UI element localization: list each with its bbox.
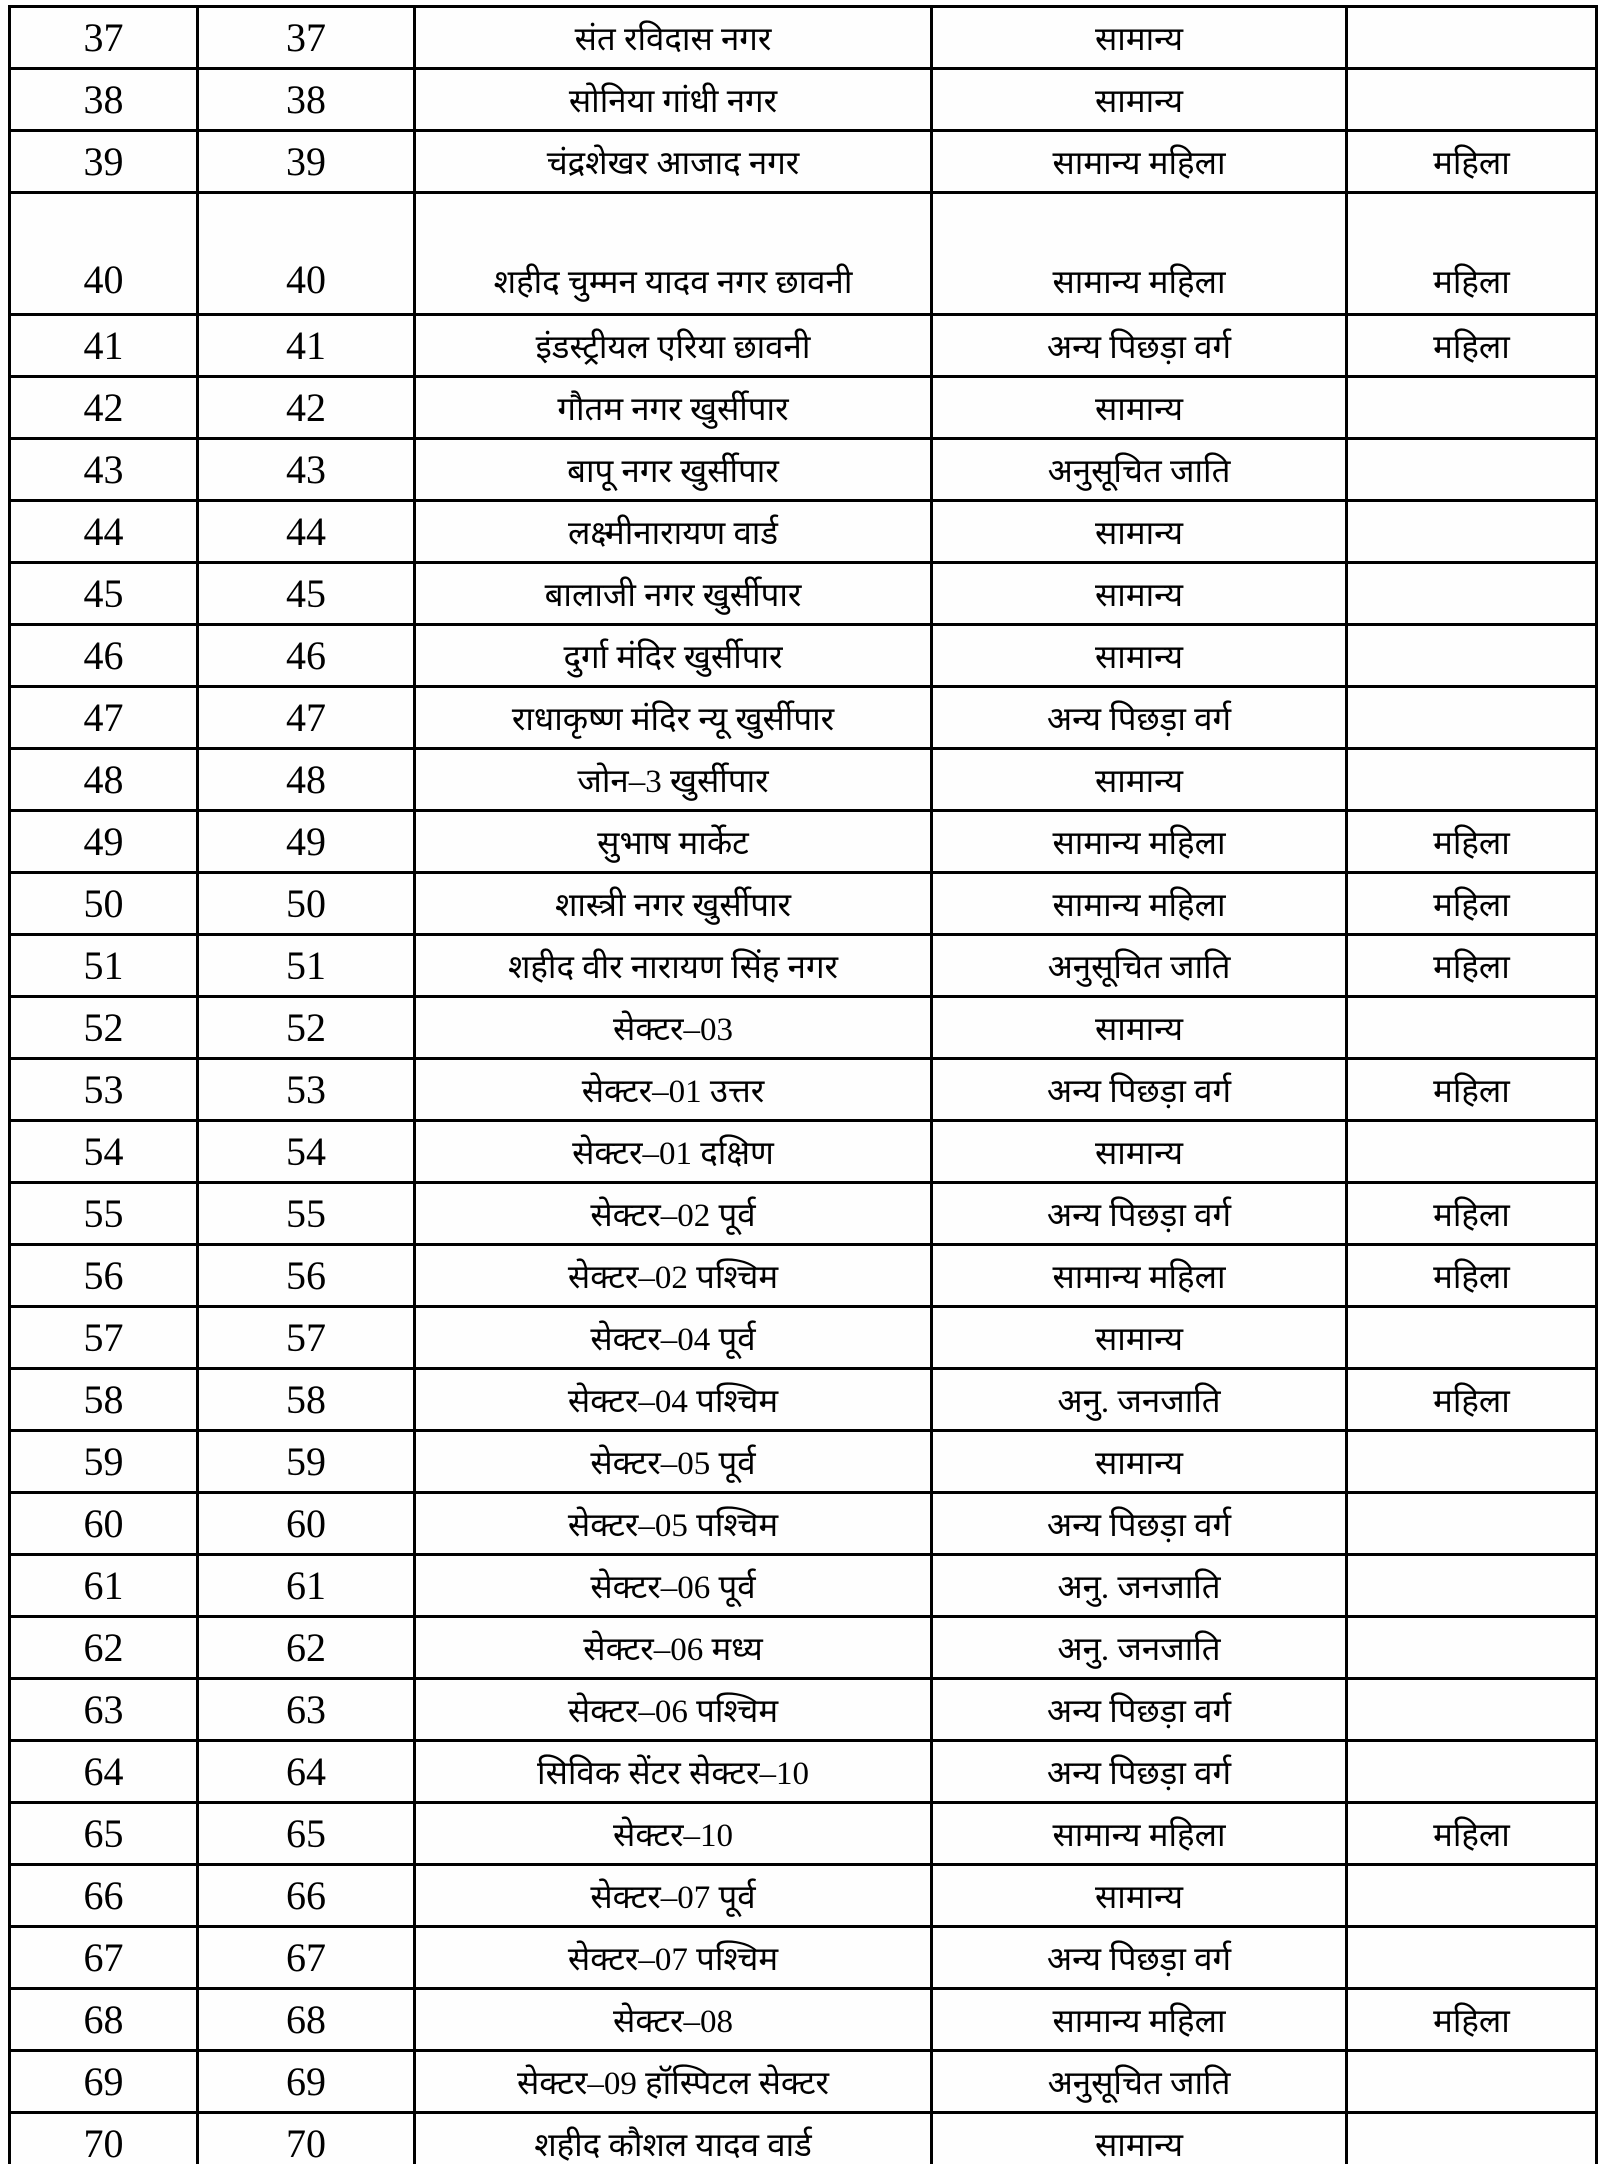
ward-name-cell: सेक्टर–09 हॉस्पिटल सेक्टर <box>415 2051 932 2113</box>
category-cell: अन्य पिछड़ा वर्ग <box>932 1183 1347 1245</box>
reservation-cell <box>1347 625 1597 687</box>
reservation-cell <box>1347 69 1597 131</box>
ward-name-cell: सेक्टर–06 पूर्व <box>415 1555 932 1617</box>
ward-number-cell: 55 <box>198 1183 415 1245</box>
serial-cell: 54 <box>10 1121 198 1183</box>
ward-number-cell: 50 <box>198 873 415 935</box>
ward-name-cell: सेक्टर–07 पूर्व <box>415 1865 932 1927</box>
table-row <box>10 1431 1597 1493</box>
serial-cell: 57 <box>10 1307 198 1369</box>
reservation-cell <box>1347 439 1597 501</box>
category-cell: सामान्य महिला <box>932 1989 1347 2051</box>
table-row <box>10 687 1597 749</box>
category-cell: सामान्य महिला <box>932 1803 1347 1865</box>
reservation-cell <box>1347 1679 1597 1741</box>
serial-cell: 48 <box>10 749 198 811</box>
serial-cell: 60 <box>10 1493 198 1555</box>
ward-name-cell: सेक्टर–02 पश्चिम <box>415 1245 932 1307</box>
category-cell: अन्य पिछड़ा वर्ग <box>932 315 1347 377</box>
ward-number-cell: 37 <box>198 7 415 69</box>
reservation-cell: महिला <box>1347 873 1597 935</box>
table-row <box>10 563 1597 625</box>
table-row <box>10 377 1597 439</box>
table-row <box>10 625 1597 687</box>
ward-name-cell: सेक्टर–03 <box>415 997 932 1059</box>
reservation-cell: महिला <box>1347 193 1597 315</box>
reservation-cell <box>1347 1431 1597 1493</box>
reservation-cell: महिला <box>1347 131 1597 193</box>
reservation-cell: महिला <box>1347 935 1597 997</box>
ward-name-cell: सेक्टर–04 पूर्व <box>415 1307 932 1369</box>
serial-cell: 47 <box>10 687 198 749</box>
reservation-cell: महिला <box>1347 315 1597 377</box>
ward-name-cell: शहीद वीर नारायण सिंह नगर <box>415 935 932 997</box>
serial-cell: 70 <box>10 2113 198 2164</box>
ward-name-cell: दुर्गा मंदिर खुर्सीपार <box>415 625 932 687</box>
table-row <box>10 1803 1597 1865</box>
ward-number-cell: 70 <box>198 2113 415 2164</box>
ward-name-cell: शास्त्री नगर खुर्सीपार <box>415 873 932 935</box>
ward-number-cell: 65 <box>198 1803 415 1865</box>
reservation-cell: महिला <box>1347 811 1597 873</box>
serial-cell: 61 <box>10 1555 198 1617</box>
reservation-cell <box>1347 2051 1597 2113</box>
ward-number-cell: 45 <box>198 563 415 625</box>
table-row <box>10 2051 1597 2113</box>
serial-cell: 40 <box>10 193 198 315</box>
table-row <box>10 1493 1597 1555</box>
ward-name-cell: इंडस्ट्रीयल एरिया छावनी <box>415 315 932 377</box>
ward-number-cell: 53 <box>198 1059 415 1121</box>
reservation-cell <box>1347 1307 1597 1369</box>
table-row <box>10 131 1597 193</box>
category-cell: सामान्य महिला <box>932 193 1347 315</box>
reservation-cell <box>1347 501 1597 563</box>
ward-name-cell: सेक्टर–06 मध्य <box>415 1617 932 1679</box>
table-row <box>10 315 1597 377</box>
serial-cell: 63 <box>10 1679 198 1741</box>
ward-name-cell: सेक्टर–05 पूर्व <box>415 1431 932 1493</box>
category-cell: सामान्य <box>932 1865 1347 1927</box>
category-cell: सामान्य महिला <box>932 131 1347 193</box>
ward-number-cell: 69 <box>198 2051 415 2113</box>
ward-number-cell: 46 <box>198 625 415 687</box>
reservation-cell <box>1347 1741 1597 1803</box>
reservation-cell <box>1347 1121 1597 1183</box>
ward-number-cell: 58 <box>198 1369 415 1431</box>
table-row <box>10 69 1597 131</box>
serial-cell: 39 <box>10 131 198 193</box>
reservation-cell <box>1347 1865 1597 1927</box>
ward-name-cell: सेक्टर–08 <box>415 1989 932 2051</box>
reservation-cell <box>1347 1555 1597 1617</box>
table-row <box>10 1059 1597 1121</box>
ward-name-cell: गौतम नगर खुर्सीपार <box>415 377 932 439</box>
ward-number-cell: 59 <box>198 1431 415 1493</box>
ward-name-cell: बालाजी नगर खुर्सीपार <box>415 563 932 625</box>
category-cell: सामान्य महिला <box>932 873 1347 935</box>
category-cell: सामान्य <box>932 563 1347 625</box>
ward-number-cell: 51 <box>198 935 415 997</box>
serial-cell: 66 <box>10 1865 198 1927</box>
table-row <box>10 1927 1597 1989</box>
reservation-cell: महिला <box>1347 1989 1597 2051</box>
serial-cell: 45 <box>10 563 198 625</box>
ward-number-cell: 42 <box>198 377 415 439</box>
reservation-cell <box>1347 1927 1597 1989</box>
serial-cell: 49 <box>10 811 198 873</box>
category-cell: सामान्य महिला <box>932 1245 1347 1307</box>
table-row <box>10 1245 1597 1307</box>
category-cell: अन्य पिछड़ा वर्ग <box>932 1059 1347 1121</box>
category-cell: सामान्य <box>932 2113 1347 2164</box>
table-row <box>10 1989 1597 2051</box>
ward-name-cell: सिविक सेंटर सेक्टर–10 <box>415 1741 932 1803</box>
table-row <box>10 1555 1597 1617</box>
ward-name-cell: सेक्टर–01 दक्षिण <box>415 1121 932 1183</box>
ward-number-cell: 64 <box>198 1741 415 1803</box>
ward-name-cell: सोनिया गांधी नगर <box>415 69 932 131</box>
ward-name-cell: सेक्टर–05 पश्चिम <box>415 1493 932 1555</box>
ward-name-cell: जोन–3 खुर्सीपार <box>415 749 932 811</box>
ward-number-cell: 61 <box>198 1555 415 1617</box>
serial-cell: 67 <box>10 1927 198 1989</box>
ward-number-cell: 66 <box>198 1865 415 1927</box>
reservation-cell: महिला <box>1347 1245 1597 1307</box>
serial-cell: 68 <box>10 1989 198 2051</box>
ward-number-cell: 44 <box>198 501 415 563</box>
ward-number-cell: 60 <box>198 1493 415 1555</box>
serial-cell: 46 <box>10 625 198 687</box>
table-row <box>10 1679 1597 1741</box>
document-page <box>0 5 1600 2164</box>
reservation-cell <box>1347 563 1597 625</box>
ward-name-cell: शहीद कौशल यादव वार्ड <box>415 2113 932 2164</box>
table-row <box>10 7 1597 69</box>
category-cell: अनु. जनजाति <box>932 1617 1347 1679</box>
ward-number-cell: 52 <box>198 997 415 1059</box>
table-row <box>10 1121 1597 1183</box>
table-row <box>10 1307 1597 1369</box>
ward-name-cell: सेक्टर–01 उत्तर <box>415 1059 932 1121</box>
serial-cell: 56 <box>10 1245 198 1307</box>
category-cell: सामान्य <box>932 749 1347 811</box>
ward-name-cell: सेक्टर–04 पश्चिम <box>415 1369 932 1431</box>
ward-name-cell: चंद्रशेखर आजाद नगर <box>415 131 932 193</box>
table-row <box>10 501 1597 563</box>
table-row <box>10 1369 1597 1431</box>
category-cell: सामान्य <box>932 501 1347 563</box>
reservation-cell: महिला <box>1347 1803 1597 1865</box>
table-row <box>10 2113 1597 2164</box>
ward-number-cell: 40 <box>198 193 415 315</box>
category-cell: सामान्य <box>932 625 1347 687</box>
category-cell: सामान्य <box>932 377 1347 439</box>
ward-name-cell: सेक्टर–07 पश्चिम <box>415 1927 932 1989</box>
ward-number-cell: 56 <box>198 1245 415 1307</box>
category-cell: सामान्य महिला <box>932 811 1347 873</box>
serial-cell: 37 <box>10 7 198 69</box>
ward-number-cell: 63 <box>198 1679 415 1741</box>
ward-number-cell: 67 <box>198 1927 415 1989</box>
ward-name-cell: संत रविदास नगर <box>415 7 932 69</box>
ward-number-cell: 41 <box>198 315 415 377</box>
ward-name-cell: सेक्टर–02 पूर्व <box>415 1183 932 1245</box>
category-cell: अनुसूचित जाति <box>932 439 1347 501</box>
table-row <box>10 193 1597 315</box>
category-cell: सामान्य <box>932 1121 1347 1183</box>
category-cell: सामान्य <box>932 7 1347 69</box>
ward-name-cell: लक्ष्मीनारायण वार्ड <box>415 501 932 563</box>
ward-number-cell: 39 <box>198 131 415 193</box>
category-cell: सामान्य <box>932 69 1347 131</box>
serial-cell: 38 <box>10 69 198 131</box>
serial-cell: 41 <box>10 315 198 377</box>
table-row <box>10 935 1597 997</box>
reservation-cell <box>1347 377 1597 439</box>
serial-cell: 44 <box>10 501 198 563</box>
table-row <box>10 439 1597 501</box>
category-cell: सामान्य <box>932 997 1347 1059</box>
ward-name-cell: शहीद चुम्मन यादव नगर छावनी <box>415 193 932 315</box>
table-row <box>10 1617 1597 1679</box>
serial-cell: 62 <box>10 1617 198 1679</box>
ward-number-cell: 47 <box>198 687 415 749</box>
ward-table-body <box>10 7 1597 2164</box>
reservation-cell <box>1347 7 1597 69</box>
serial-cell: 55 <box>10 1183 198 1245</box>
ward-name-cell: बापू नगर खुर्सीपार <box>415 439 932 501</box>
serial-cell: 51 <box>10 935 198 997</box>
reservation-cell <box>1347 1493 1597 1555</box>
reservation-cell <box>1347 687 1597 749</box>
category-cell: अनु. जनजाति <box>932 1369 1347 1431</box>
ward-reservation-table <box>8 5 1598 2164</box>
category-cell: सामान्य <box>932 1431 1347 1493</box>
reservation-cell <box>1347 997 1597 1059</box>
category-cell: अन्य पिछड़ा वर्ग <box>932 1493 1347 1555</box>
ward-number-cell: 57 <box>198 1307 415 1369</box>
serial-cell: 50 <box>10 873 198 935</box>
ward-number-cell: 68 <box>198 1989 415 2051</box>
table-row <box>10 997 1597 1059</box>
serial-cell: 59 <box>10 1431 198 1493</box>
category-cell: अनु. जनजाति <box>932 1555 1347 1617</box>
ward-name-cell: सुभाष मार्केट <box>415 811 932 873</box>
reservation-cell: महिला <box>1347 1183 1597 1245</box>
table-row <box>10 749 1597 811</box>
ward-number-cell: 62 <box>198 1617 415 1679</box>
category-cell: अन्य पिछड़ा वर्ग <box>932 1741 1347 1803</box>
reservation-cell <box>1347 1617 1597 1679</box>
table-row <box>10 811 1597 873</box>
ward-name-cell: सेक्टर–06 पश्चिम <box>415 1679 932 1741</box>
reservation-cell: महिला <box>1347 1059 1597 1121</box>
table-row <box>10 873 1597 935</box>
serial-cell: 58 <box>10 1369 198 1431</box>
serial-cell: 52 <box>10 997 198 1059</box>
ward-number-cell: 49 <box>198 811 415 873</box>
ward-number-cell: 54 <box>198 1121 415 1183</box>
serial-cell: 53 <box>10 1059 198 1121</box>
ward-name-cell: सेक्टर–10 <box>415 1803 932 1865</box>
ward-number-cell: 48 <box>198 749 415 811</box>
category-cell: अन्य पिछड़ा वर्ग <box>932 1679 1347 1741</box>
category-cell: अन्य पिछड़ा वर्ग <box>932 687 1347 749</box>
category-cell: अनुसूचित जाति <box>932 2051 1347 2113</box>
reservation-cell <box>1347 2113 1597 2164</box>
ward-number-cell: 38 <box>198 69 415 131</box>
table-row <box>10 1865 1597 1927</box>
table-row <box>10 1741 1597 1803</box>
table-row <box>10 1183 1597 1245</box>
serial-cell: 65 <box>10 1803 198 1865</box>
reservation-cell <box>1347 749 1597 811</box>
serial-cell: 43 <box>10 439 198 501</box>
serial-cell: 64 <box>10 1741 198 1803</box>
category-cell: अन्य पिछड़ा वर्ग <box>932 1927 1347 1989</box>
ward-name-cell: राधाकृष्ण मंदिर न्यू खुर्सीपार <box>415 687 932 749</box>
ward-number-cell: 43 <box>198 439 415 501</box>
category-cell: सामान्य <box>932 1307 1347 1369</box>
category-cell: अनुसूचित जाति <box>932 935 1347 997</box>
serial-cell: 69 <box>10 2051 198 2113</box>
reservation-cell: महिला <box>1347 1369 1597 1431</box>
serial-cell: 42 <box>10 377 198 439</box>
